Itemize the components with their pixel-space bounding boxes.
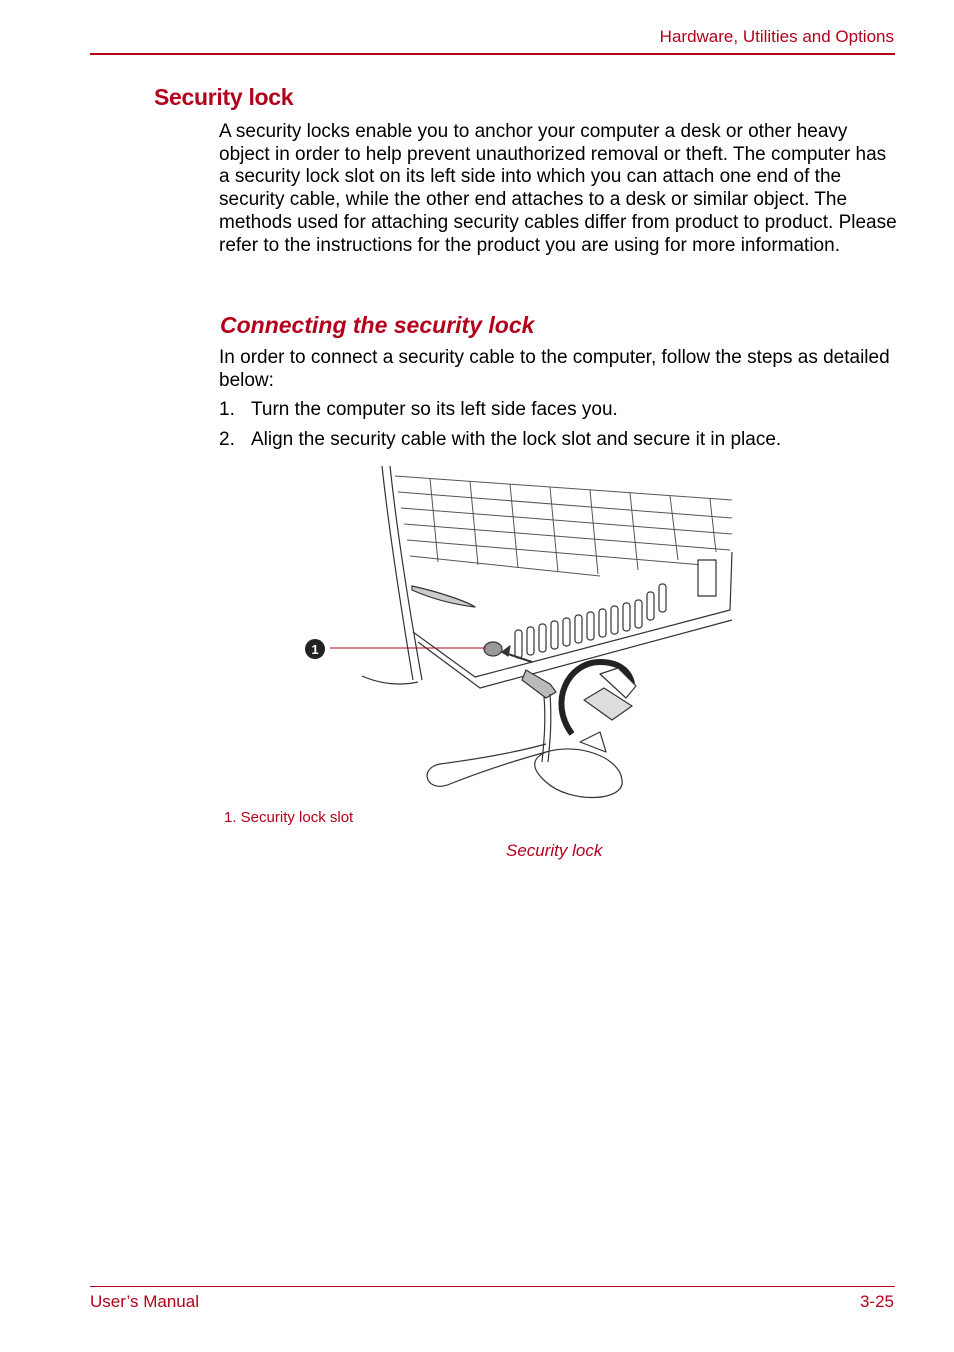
step-item — [219, 429, 781, 451]
step-number: 1. — [219, 399, 235, 420]
security-lock-illustration — [300, 462, 740, 807]
step-number: 2. — [219, 429, 235, 450]
footer-rule — [90, 1286, 895, 1287]
page-number: 3-25 — [859, 1292, 894, 1311]
step-item — [219, 399, 618, 421]
step-text: Turn the computer so its left side faces you. — [251, 399, 618, 420]
figure-caption: Security lock — [506, 841, 603, 860]
subsection-intro: In order to connect a security cable to the computer, follow the steps as detailed below: — [219, 347, 890, 391]
subsection-title: Connecting the security lock — [220, 312, 535, 338]
running-header: Hardware, Utilities and Options — [659, 27, 894, 46]
figure-legend: 1. Security lock slot — [224, 809, 354, 826]
callout-number: 1 — [311, 642, 319, 657]
step-text: Align the security cable with the lock slot and secure it in place. — [251, 429, 782, 450]
section-title: Security lock — [154, 84, 294, 110]
section-paragraph: A security locks enable you to anchor your computer a desk or other heavy object in order to help prevent unauthorized removal or theft. The computer has a security lock slot on its left side into which you can attach one end of the security cable, while the other end attaches to a desk or similar object. The methods used for attaching security cables differ from product to product. Please refer to the instructions for the product you are using for more information. — [219, 121, 897, 256]
header-rule — [90, 53, 895, 55]
footer-manual-title: User’s Manual — [90, 1292, 199, 1311]
